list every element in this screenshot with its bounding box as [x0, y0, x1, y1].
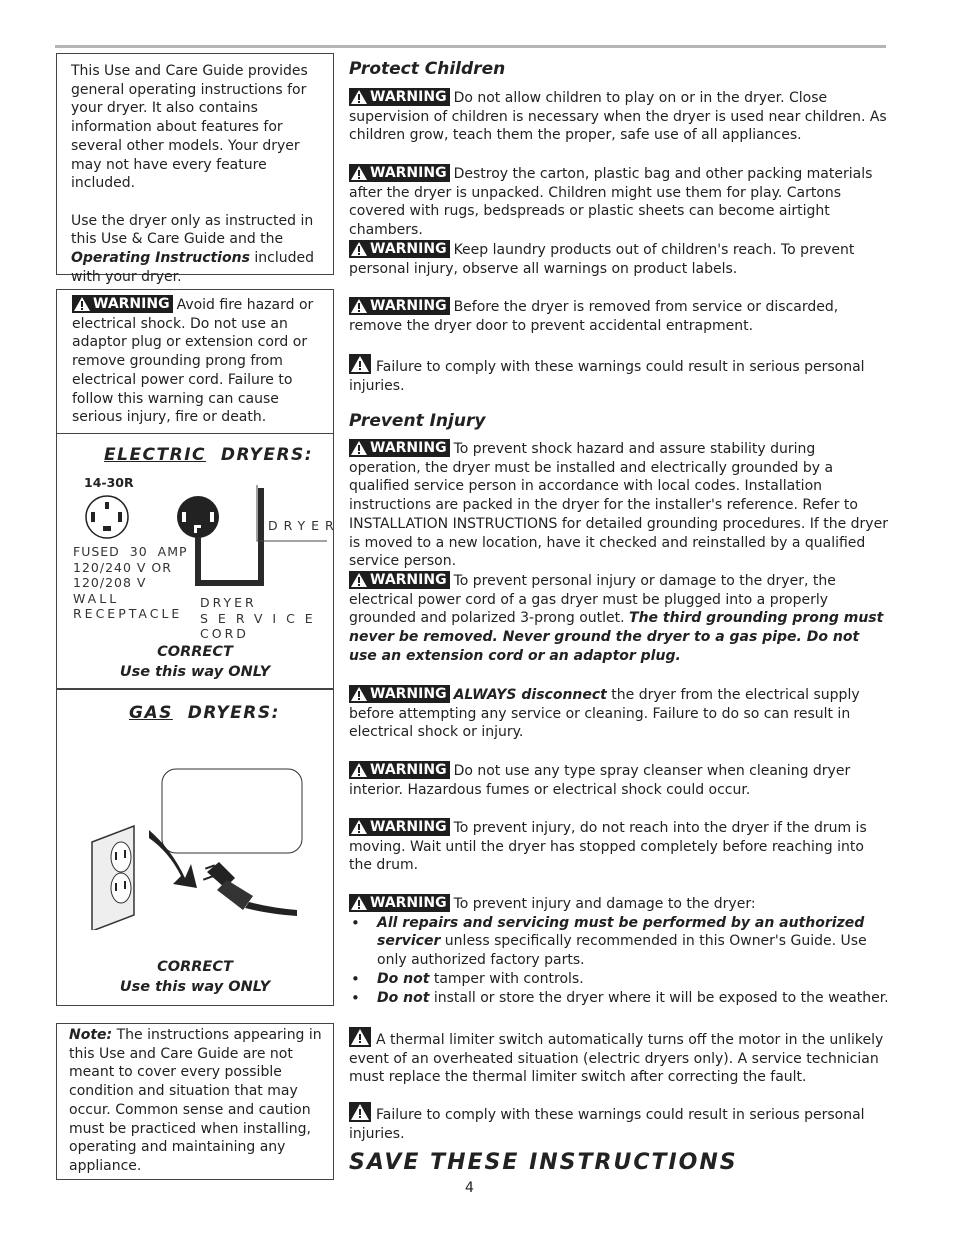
- left-warning-text: Avoid fire hazard or electrical shock. Do not use an adaptor plug or extension cord or remove grounding prong from electrical power cord. Failure to follow this warning can cause serious injury, fire or death.: [72, 297, 314, 426]
- warning-children-play: WARNING Do not allow children to play on or in the dryer. Close supervision of children is necessary when the dryer is used near children. As children grow, teach them the proper, safe use of all appliances.: [349, 89, 887, 144]
- list-item: • All repairs and servicing must be performed by an authorized servicer unless specifically recommended in this Owner's Guide. Use only authorized factory parts.: [349, 914, 889, 970]
- service-cord-label: DRYER SERVICE CORD: [200, 595, 323, 641]
- divider: [57, 433, 333, 434]
- warning-disconnect: WARNING ALWAYS disconnect the dryer from the electrical supply before attempting any service or cleaning. Failure to do so can result in electrical shock or injury.: [349, 686, 860, 741]
- warning-badge: WARNING: [72, 295, 173, 313]
- dryer-label: DRYER: [268, 518, 340, 533]
- gas-dryers-heading: GAS DRYERS:: [129, 703, 280, 723]
- intro-box: [56, 53, 334, 285]
- caution-triangle-icon: [349, 354, 371, 374]
- electric-correct-caption: CORRECT Use this way ONLY: [119, 644, 271, 680]
- warning-icon: [351, 90, 367, 104]
- gas-outlet-illustration: [57, 760, 333, 930]
- warning-power-cord: WARNING To prevent personal injury or damage to the dryer, the electrical power cord of a gas dryer must be plugged into a properly grounded and polarized 3-prong outlet. The third grounding prong must never be removed. Never ground the dryer to a gas pipe. Do not use an extension cord or an adaptor plug.: [349, 572, 884, 664]
- left-warning: [57, 290, 333, 427]
- warning-repairs: WARNING To prevent injury and damage to the dryer: • All repairs and servicing must be performed by an authorized servicer unless specifically recommended in this Owner's Guide. Use only authorized factory parts. • Do not tamper with controls. • Do not install or store the dryer where it will be exposed to the weather.: [349, 894, 889, 1007]
- gas-dryers-box: [56, 689, 334, 1006]
- repair-bullets: [349, 914, 889, 1008]
- warning-drum-moving: WARNING To prevent injury, do not reach into the dryer if the drum is moving. Wait until the dryer has stopped completely before reaching into the drum.: [349, 819, 867, 874]
- intro-text: Use the dryer only as instructed in this Use & Care Guide and the: [71, 212, 314, 248]
- caution-injury: Failure to comply with these warnings could result in serious personal injuries.: [349, 1102, 889, 1143]
- three-prong-plug-icon: [203, 862, 297, 916]
- warning-badge: WARNING: [349, 88, 450, 106]
- warning-badge: WARNING: [349, 297, 450, 315]
- protect-children-heading: Protect Children: [349, 59, 506, 79]
- operating-instructions-emphasis: Operating Instructions: [71, 250, 250, 267]
- note-label: Note:: [69, 1027, 113, 1043]
- fused-receptacle-label: FUSED 30 AMP 120/240 V OR 120/208 V WALL RECEPTACLE: [73, 544, 188, 621]
- warning-carton: WARNING Destroy the carton, plastic bag and other packing materials after the dryer is unpacked. Children might use them for play. Cartons covered with rugs, bedspreads or plastic sheets can become airtight chambers.: [349, 165, 873, 239]
- warning-laundry-products: WARNING Keep laundry products out of children's reach. To prevent personal injury, observe all warnings on product labels.: [349, 241, 855, 277]
- warning-badge: WARNING: [349, 761, 450, 779]
- caution-triangle-icon: [349, 1102, 371, 1122]
- warning-icon: [351, 763, 367, 777]
- save-instructions-heading: SAVE THESE INSTRUCTIONS: [349, 1150, 738, 1175]
- caution-triangle-icon: [349, 1027, 371, 1047]
- warning-badge: WARNING: [349, 240, 450, 258]
- warning-icon: [351, 299, 367, 313]
- prevent-injury-heading: Prevent Injury: [349, 411, 486, 431]
- thermal-limiter-note: A thermal limiter switch automatically turns off the motor in the unlikely event of an overheated situation (electric dryers only). A service technician must replace the thermal limiter switch after correcting the fault.: [349, 1027, 889, 1087]
- warning-badge: WARNING: [349, 571, 450, 589]
- warning-shock-grounding: WARNING To prevent shock hazard and assure stability during operation, the dryer must be installed and electrically grounded by a qualified service person in accordance with local codes. Installation instructions are packed in the dryer for the installer's reference. Refer to INSTALLATION INSTRUCTIONS for detailed grounding procedures. If the dryer is moved to a new location, have it checked and reinstalled by a qualified service person.: [349, 440, 888, 570]
- gas-correct-caption: CORRECT Use this way ONLY: [119, 959, 271, 995]
- intro-paragraph-1: This Use and Care Guide provides general operating instructions for your dryer. It also contains information about features for several other models. Your dryer may not have every feature included.: [71, 63, 308, 192]
- warning-icon: [351, 687, 367, 701]
- electric-dryers-heading: ELECTRIC DRYERS:: [104, 445, 314, 465]
- note-text: Note: The instructions appearing in this Use and Care Guide are not meant to cover every possible condition and situation that may occur. Common sense and caution must be practiced when installing, operating and maintaining any appliance.: [69, 1027, 322, 1174]
- warning-icon: [351, 896, 367, 910]
- warning-badge: WARNING: [349, 685, 450, 703]
- warning-icon: [351, 820, 367, 834]
- note-box: [56, 1023, 334, 1180]
- warning-badge: WARNING: [349, 439, 450, 457]
- warning-badge: WARNING: [349, 894, 450, 912]
- warning-icon: [351, 242, 367, 256]
- warning-icon: [74, 297, 90, 311]
- list-item: • Do not install or store the dryer where it will be exposed to the weather.: [349, 989, 889, 1008]
- warning-icon: [351, 441, 367, 455]
- page-number: 4: [465, 1180, 474, 1196]
- warning-badge: WARNING: [349, 164, 450, 182]
- electric-warning-box: [56, 289, 340, 689]
- warning-badge: WARNING: [349, 818, 450, 836]
- warning-spray-cleanser: WARNING Do not use any type spray cleanser when cleaning dryer interior. Hazardous fumes or electrical shock could occur.: [349, 762, 851, 798]
- intro-text-end: included with your dryer.: [71, 250, 314, 285]
- top-rule: [55, 45, 886, 48]
- warning-icon: [351, 573, 367, 587]
- caution-children: Failure to comply with these warnings could result in serious personal injuries.: [349, 354, 889, 395]
- warning-icon: [351, 166, 367, 180]
- list-item: • Do not tamper with controls.: [349, 970, 889, 989]
- intro-paragraph-2: [71, 212, 327, 287]
- receptacle-code: 14-30R: [84, 475, 134, 490]
- warning-remove-door: WARNING Before the dryer is removed from service or discarded, remove the dryer door to prevent accidental entrapment.: [349, 298, 839, 334]
